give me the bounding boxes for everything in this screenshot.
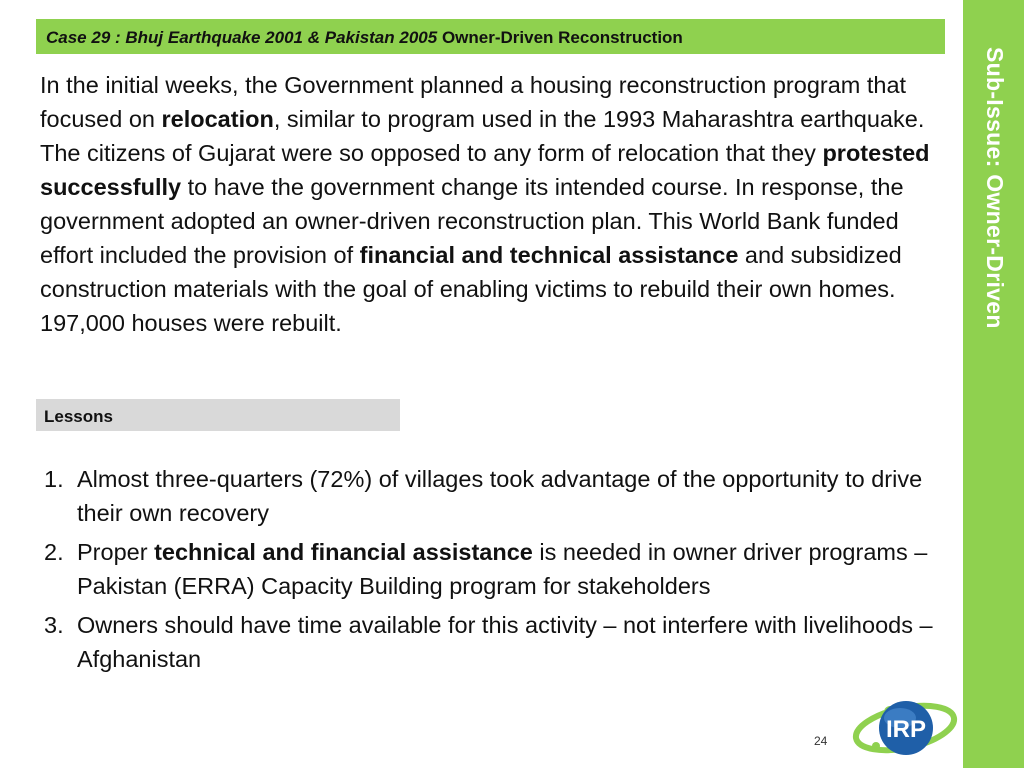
lesson-number: 3. xyxy=(44,612,64,638)
irp-logo-icon xyxy=(848,690,958,765)
case-description-paragraph xyxy=(40,68,940,340)
body-bold-assistance: financial and technical assistance xyxy=(359,242,739,268)
lesson-item xyxy=(44,462,934,530)
body-text-3: to have the government change its intended course. In response, the government adopted an owner-driven reconstruction plan. This World Bank funded effort included the provision of xyxy=(40,174,904,268)
lessons-heading: Lessons xyxy=(36,399,400,431)
body-bold-protested: protested successfully xyxy=(40,140,930,200)
lesson-item xyxy=(44,535,934,603)
body-text-4: and subsidized construction materials with the goal of enabling victims to rebuild their own homes. 197,000 houses were rebuilt. xyxy=(40,242,902,336)
lesson-number: 1. xyxy=(44,466,64,492)
lesson-text: Almost three-quarters (72%) of villages took advantage of the opportunity to drive their own recovery xyxy=(77,466,923,526)
lesson-text-pre: Proper xyxy=(77,539,155,565)
lessons-list xyxy=(44,462,934,681)
logo-text: IRP xyxy=(885,716,927,743)
lesson-text-post: is needed in owner driver programs – Pakistan (ERRA) Capacity Building program for stakeholders xyxy=(77,539,928,599)
sidebar-sub-issue-label: Sub-Issue: Owner-Driven xyxy=(982,47,1008,329)
page-number: 24 xyxy=(814,734,828,748)
slide-title-topic: Owner-Driven Reconstruction xyxy=(441,28,683,47)
lesson-item xyxy=(44,608,934,676)
slide-title-bar xyxy=(36,19,945,54)
body-bold-relocation: relocation xyxy=(161,106,274,132)
body-text-2: , similar to program used in the 1993 Maharashtra earthquake. The citizens of Gujarat were so opposed to any form of relocation that they xyxy=(40,106,925,166)
lesson-text: Owners should have time available for this activity – not interfere with livelihoods – Afghanistan xyxy=(77,612,933,672)
lesson-number: 2. xyxy=(44,539,64,565)
slide-title-case: Case 29 : Bhuj Earthquake 2001 & Pakistan 2005 xyxy=(46,28,438,47)
lesson-text-bold: technical and financial assistance xyxy=(154,539,533,565)
body-text-1: In the initial weeks, the Government planned a housing reconstruction program that focused on xyxy=(40,72,907,132)
